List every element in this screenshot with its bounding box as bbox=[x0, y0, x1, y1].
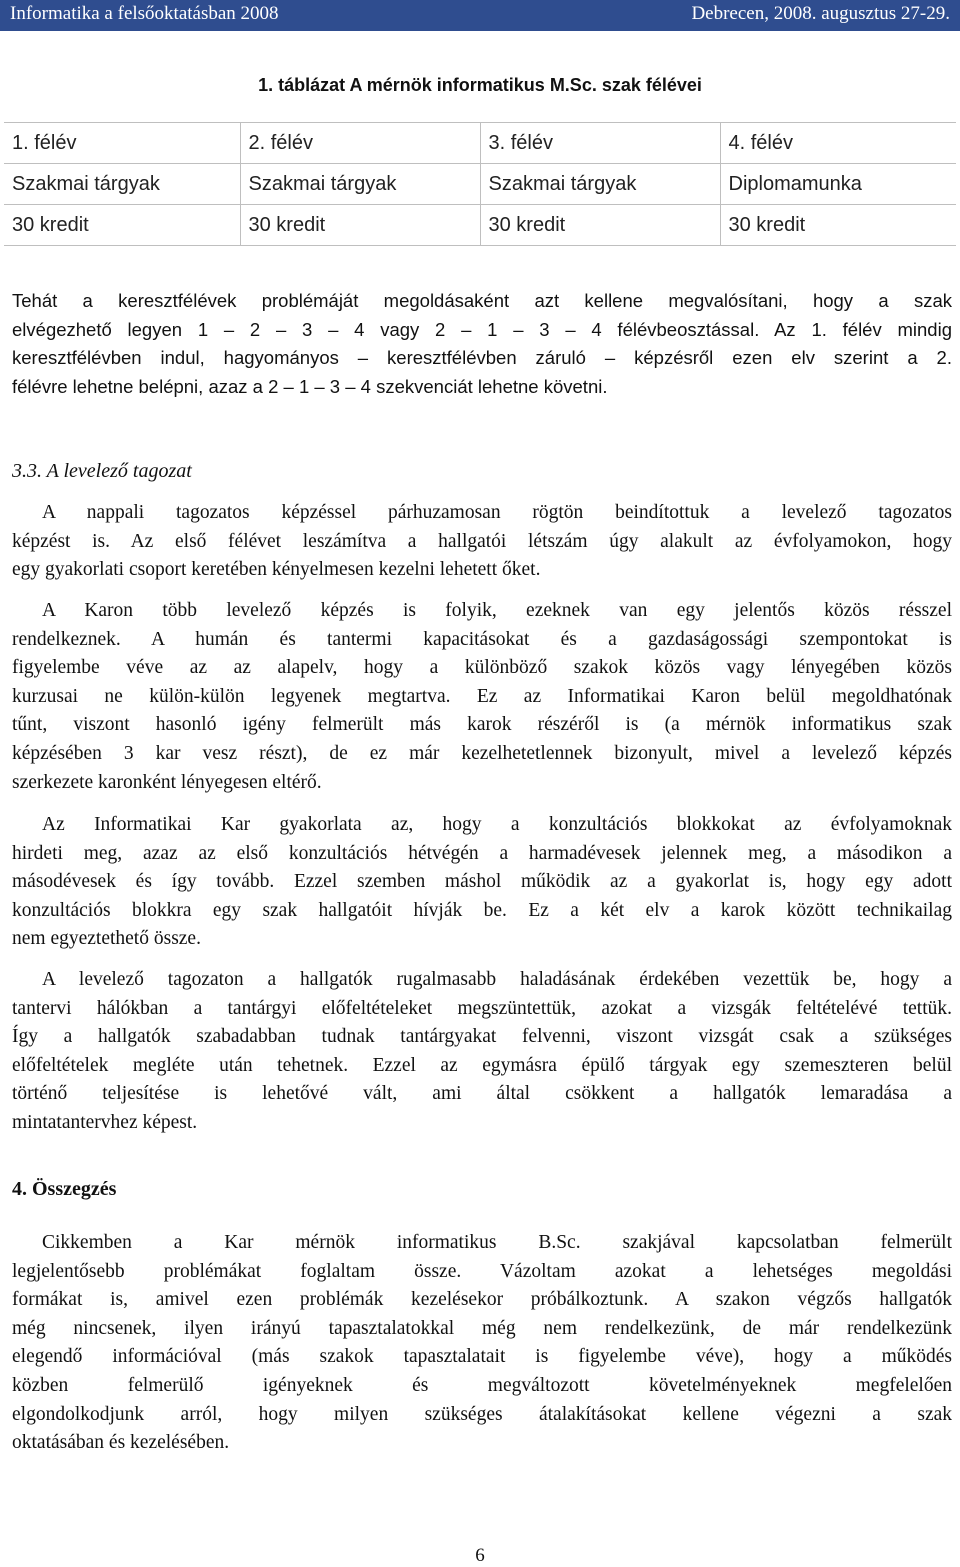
text-line: Az Informatikai Kar gyakorlata az, hogy a konzultációs blokkokat az évfolyamoknak bbox=[42, 814, 952, 835]
header-title: Informatika a felsőoktatásban 2008 bbox=[10, 3, 279, 24]
text-line: oktatásában és kezelésében. bbox=[12, 1432, 230, 1454]
table-cell: Szakmai tárgyak bbox=[480, 164, 720, 205]
table-cell: Szakmai tárgyak bbox=[240, 164, 480, 205]
table-cell: 1. félév bbox=[4, 123, 240, 164]
text-line: elvégezhető legyen 1 – 2 – 3 – 4 vagy 2 – 1 – 3 – 4 félévbeosztással. Az 1. félév mindig bbox=[12, 318, 952, 340]
text-line: mintatantervhez képest. bbox=[12, 1111, 198, 1133]
section-heading-4: 4. Összegzés bbox=[12, 1178, 117, 1200]
table-cell: Diplomamunka bbox=[720, 164, 956, 205]
text-line: még nincsenek, ilyen irányú tapasztalatokkal még nem rendelkezünk, de már rendelkezünk bbox=[12, 1317, 952, 1339]
table-row bbox=[4, 123, 956, 164]
text-line: A levelező tagozaton a hallgatók rugalmasabb haladásának érdekében vezettük be, hogy a bbox=[42, 969, 952, 990]
table-cell: 4. félév bbox=[720, 123, 956, 164]
table-cell: Szakmai tárgyak bbox=[4, 164, 240, 205]
text-line: formákat is, amivel ezen problémák kezelésekor próbálkoztunk. A szakon végzős hallgatók bbox=[12, 1289, 952, 1311]
text-line: közben felmerülő igényeknek és megváltozott követelményeknek megfelelően bbox=[12, 1374, 952, 1396]
intro-paragraph bbox=[12, 287, 952, 401]
section-heading-3-3: 3.3. A levelező tagozat bbox=[12, 460, 192, 482]
text-line: legjelentősebb problémákat foglaltam össze. Vázoltam azokat a lehetséges megoldási bbox=[12, 1260, 952, 1282]
table-cell: 30 kredit bbox=[240, 205, 480, 246]
header-date: Debrecen, 2008. augusztus 27-29. bbox=[691, 3, 950, 24]
table-cell: 2. félév bbox=[240, 123, 480, 164]
text-line: történő teljesítése is lehetővé vált, ami által csökkent a hallgatók lemaradása a bbox=[12, 1083, 952, 1105]
text-line: konzultációs blokkra egy szak hallgatóit hívják be. Ez a két elv a karok között technikailag bbox=[12, 899, 952, 921]
table-cell: 30 kredit bbox=[480, 205, 720, 246]
text-line: elgondolkodjunk arról, hogy milyen szükséges átalakításokat kellene végezni a szak bbox=[12, 1403, 952, 1425]
text-line: előfeltételek megléte után tehetnek. Ezzel az egymásra épülő tárgyak egy szemeszteren belül bbox=[12, 1054, 952, 1076]
text-line: keresztfélévben indul, hagyományos – keresztfélévben záruló – képzésről ezen elv szerint a 2. bbox=[12, 347, 952, 369]
paragraph-33-1 bbox=[12, 499, 952, 585]
text-line: tűnt, viszont hasonló igény felmerült más karok részéről is (a mérnök informatikus szak bbox=[12, 714, 952, 736]
text-line: Cikkemben a Kar mérnök informatikus B.Sc. szakjával kapcsolatban felmerült bbox=[42, 1232, 952, 1253]
paragraph-33-3 bbox=[12, 811, 952, 954]
paragraph-4-1 bbox=[12, 1229, 952, 1458]
text-line: Tehát a keresztfélévek problémáját megoldásaként azt kellene megvalósítani, hogy a szak bbox=[12, 290, 952, 311]
text-line: A nappali tagozatos képzéssel párhuzamosan rögtön beindítottuk a levelező tagozatos bbox=[42, 502, 952, 523]
text-line: képzést is. Az első félévet leszámítva a hallgatói létszám úgy alakult az évfolyamokon, hogy bbox=[12, 530, 952, 552]
text-line: kurzusai ne külön-külön legyenek megtartva. Ez az Informatikai Karon belül megoldhatónak bbox=[12, 685, 952, 707]
table-cell: 3. félév bbox=[480, 123, 720, 164]
text-line: szerkezete karonként lényegesen eltérő. bbox=[12, 771, 322, 793]
table-cell: 30 kredit bbox=[720, 205, 956, 246]
paragraph-33-2 bbox=[12, 597, 952, 797]
text-line: Így a hallgatók szabadabban tudnak tantárgyakat felvenni, viszont vizsgát csak a szükséges bbox=[12, 1026, 952, 1048]
table-row bbox=[4, 205, 956, 246]
table-cell: 30 kredit bbox=[4, 205, 240, 246]
text-line: hirdeti meg, azaz az első konzultációs hétvégén a harmadévesek jelennek meg, a másodikon a bbox=[12, 842, 952, 864]
paragraph-33-4 bbox=[12, 966, 952, 1138]
text-line: félévre lehetne belépni, azaz a 2 – 1 – 3 – 4 szekvenciát lehetne követni. bbox=[12, 375, 608, 397]
conference-header bbox=[0, 0, 960, 31]
text-line: figyelembe véve az az alapelv, hogy a különböző szakok közös vagy lényegében közös bbox=[12, 657, 952, 679]
text-line: elegendő információval (más szakok tapasztalatait is figyelembe véve), hogy a működés bbox=[12, 1346, 952, 1368]
text-line: egy gyakorlati csoport keretében kényelmesen kezelni lehetett őket. bbox=[12, 559, 541, 581]
text-line: nem egyeztethető össze. bbox=[12, 928, 201, 950]
text-line: másodévesek és így tovább. Ezzel szemben máshol működik az a gyakorlat is, hogy egy adott bbox=[12, 871, 952, 893]
table-caption: 1. táblázat A mérnök informatikus M.Sc. szak félévei bbox=[258, 75, 702, 95]
semester-table bbox=[4, 122, 956, 246]
text-line: képzésében 3 kar vesz részt), de ez már kezelhetetlennek bizonyult, mivel a levelező képzés bbox=[12, 742, 952, 764]
text-line: A Karon több levelező képzés is folyik, ezeknek van egy jelentős közös résszel bbox=[42, 600, 952, 621]
page-number: 6 bbox=[475, 1545, 485, 1566]
table-row bbox=[4, 164, 956, 205]
text-line: tantervi hálókban a tantárgyi előfeltételeket megszüntettük, azokat a vizsgák feltételévé tettük. bbox=[12, 997, 952, 1019]
text-line: rendelkeznek. A humán és tantermi kapacitásokat és a gazdaságossági szempontokat is bbox=[12, 628, 952, 650]
